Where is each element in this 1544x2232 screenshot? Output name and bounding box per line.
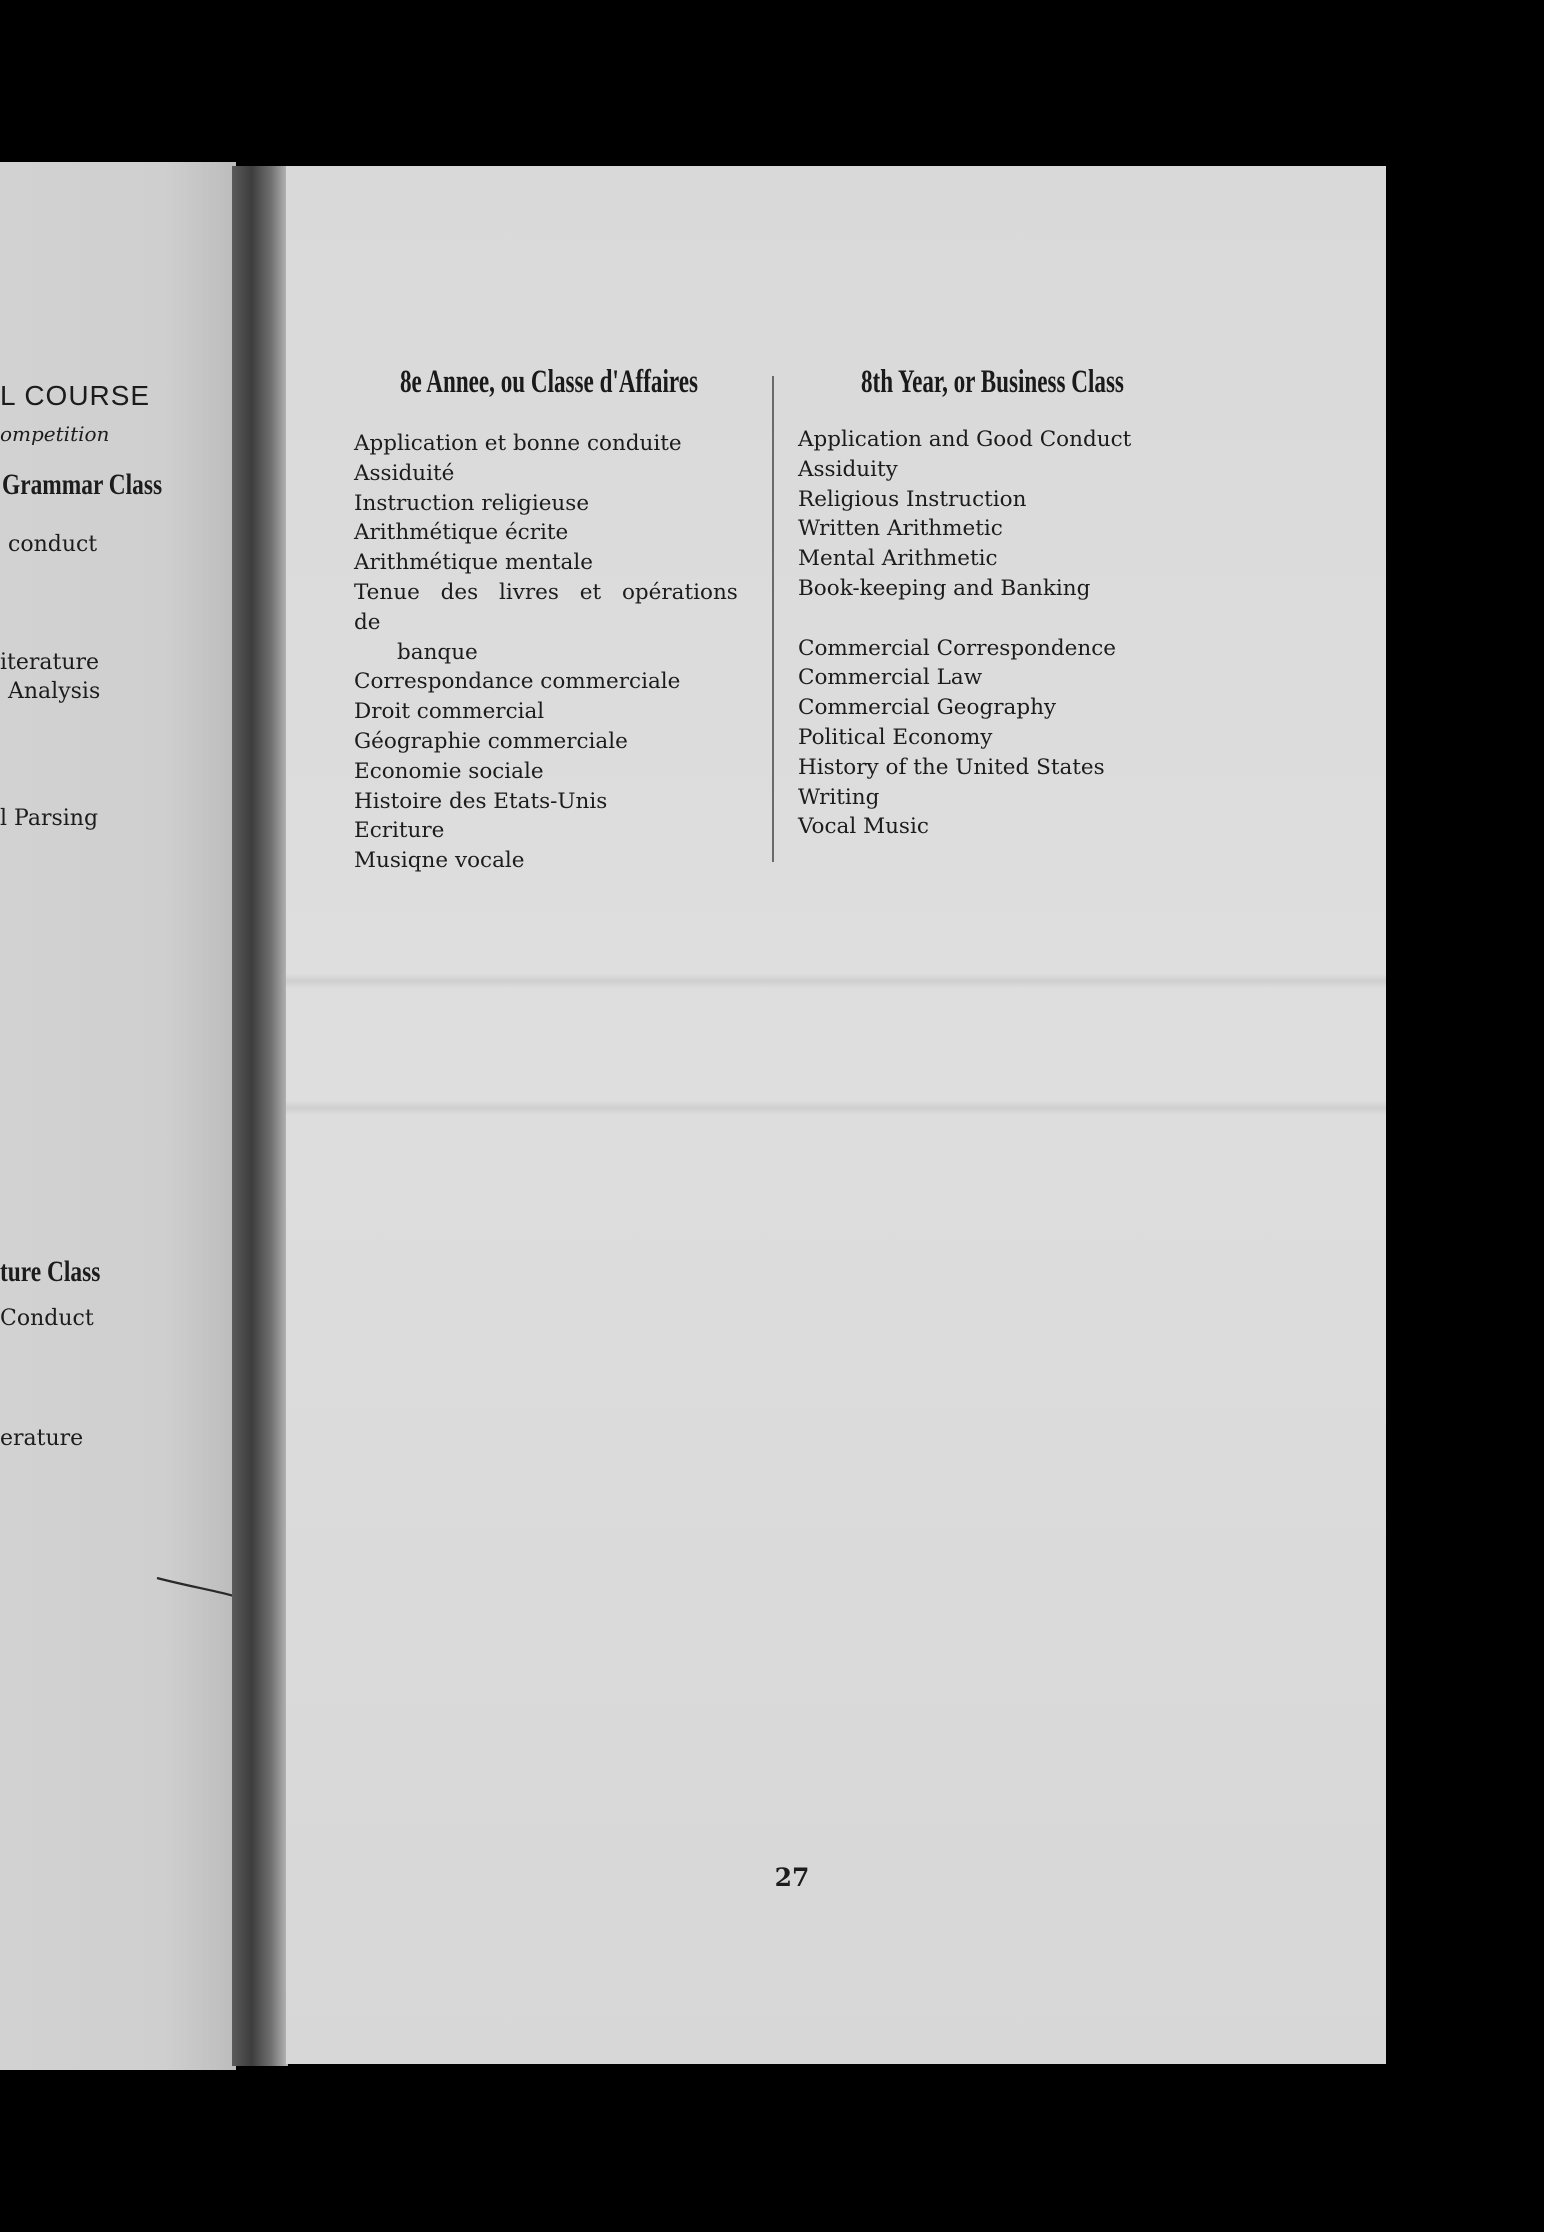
- list-item: Political Economy: [798, 724, 993, 750]
- english-subject-list: [798, 425, 1218, 842]
- list-item: [354, 578, 754, 667]
- left-page-line: Analysis: [8, 679, 101, 704]
- list-item: Vocal Music: [798, 814, 929, 840]
- list-item: Arithmétique écrite: [354, 520, 569, 546]
- list-item: Commercial Law: [798, 665, 983, 691]
- left-page-subheading: ompetition: [0, 422, 110, 446]
- book-gutter: [232, 166, 288, 2066]
- list-item: Mental Arithmetic: [798, 546, 998, 572]
- left-page-line: conduct: [8, 532, 98, 557]
- left-page-line: erature: [0, 1426, 84, 1451]
- list-item: Instruction religieuse: [354, 490, 590, 516]
- list-item-text: Tenue des livres et opérations de: [354, 579, 738, 635]
- english-column-heading: 8th Year, or Business Class: [861, 364, 1124, 400]
- list-item: Commercial Geography: [798, 695, 1057, 721]
- list-item: Correspondance commerciale: [354, 669, 681, 695]
- list-item: Religious Instruction: [798, 486, 1027, 512]
- list-item: Droit commercial: [354, 699, 545, 725]
- list-item: Musiqne vocale: [354, 848, 525, 874]
- page: [286, 166, 1386, 2064]
- left-page-line: iterature: [0, 650, 100, 675]
- page-number: 27: [774, 1863, 810, 1892]
- column-divider: [772, 376, 774, 862]
- list-item: Application and Good Conduct: [798, 427, 1132, 452]
- list-item: Histoire des Etats-Unis: [354, 788, 608, 814]
- page-fold-line: [286, 974, 1386, 988]
- left-page-class-title: ture Class: [0, 1255, 101, 1288]
- french-subject-list: [354, 429, 754, 876]
- list-item-text: banque: [397, 639, 478, 665]
- list-item: Assiduity: [798, 456, 898, 482]
- list-item: Assiduité: [354, 460, 455, 486]
- list-item: Ecriture: [354, 818, 445, 844]
- left-page-class-title: Grammar Class: [2, 468, 163, 501]
- french-column-heading: 8e Annee, ou Classe d'Affaires: [400, 364, 698, 400]
- list-item: Book-keeping and Banking: [798, 575, 1091, 601]
- list-item: Written Arithmetic: [798, 516, 1003, 542]
- list-item: Arithmétique mentale: [354, 550, 593, 576]
- pen-stroke-mark: [155, 1572, 236, 1662]
- left-facing-page: [0, 162, 236, 2070]
- list-item: Commercial Correspondence: [798, 635, 1116, 661]
- left-page-heading: L COURSE: [0, 380, 151, 411]
- list-item: History of the United States: [798, 754, 1105, 780]
- left-page-line: Conduct: [0, 1306, 94, 1331]
- list-item: Writing: [798, 784, 880, 810]
- page-fold-line: [286, 1101, 1386, 1115]
- list-item: Application et bonne conduite: [354, 431, 682, 456]
- left-page-line: l Parsing: [0, 806, 99, 831]
- list-item: Géographie commerciale: [354, 728, 628, 754]
- list-item: Economie sociale: [354, 758, 544, 784]
- list-spacer: [798, 604, 1218, 634]
